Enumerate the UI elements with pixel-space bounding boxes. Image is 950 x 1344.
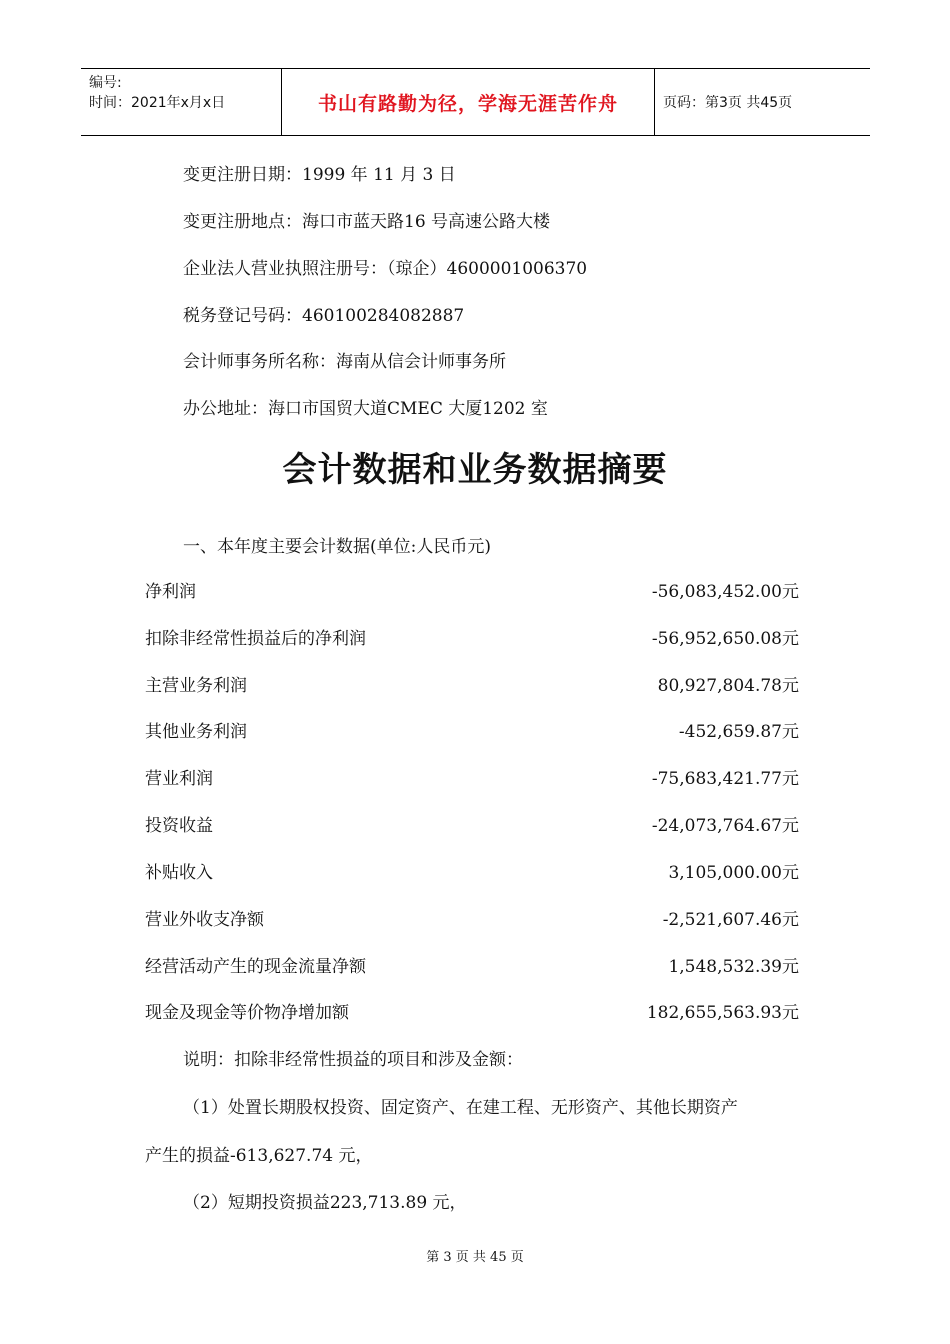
row-value: 1,548,532.39元 xyxy=(668,957,799,977)
business-license-number: 企业法人营业执照注册号：（琼企）4600001006370 xyxy=(183,259,588,279)
row-value: -2,521,607.46元 xyxy=(662,910,799,930)
row-label: 营业利润 xyxy=(145,769,213,789)
tax-registration-number: 税务登记号码：460100284082887 xyxy=(183,306,465,326)
financial-row xyxy=(145,717,799,741)
row-label: 其他业务利润 xyxy=(145,722,247,742)
accounting-firm-name: 会计师事务所名称：海南从信会计师事务所 xyxy=(183,352,506,372)
row-label: 补贴收入 xyxy=(145,863,213,883)
change-reg-date: 变更注册日期：1999 年 11 月 3 日 xyxy=(183,165,456,185)
section-title: 会计数据和业务数据摘要 xyxy=(282,450,668,490)
note-item-2: （2）短期投资损益223,713.89 元， xyxy=(183,1193,467,1213)
financial-row xyxy=(145,998,799,1022)
row-value: -56,083,452.00元 xyxy=(651,582,799,602)
financial-row xyxy=(145,905,799,929)
notes-heading: 说明：扣除非经常性损益的项目和涉及金额： xyxy=(183,1050,523,1070)
page-header xyxy=(81,68,870,136)
row-value: 3,105,000.00元 xyxy=(668,863,799,883)
header-motto: 书山有路勤为径，学海无涯苦作舟 xyxy=(317,92,618,115)
row-label: 投资收益 xyxy=(145,816,213,836)
financial-row xyxy=(145,858,799,882)
financial-row xyxy=(145,952,799,976)
row-value: -24,073,764.67元 xyxy=(651,816,799,836)
financial-row xyxy=(145,811,799,835)
row-value: 80,927,804.78元 xyxy=(657,676,799,696)
note-item-1: （1）处置长期股权投资、固定资产、在建工程、无形资产、其他长期资产 xyxy=(183,1098,738,1118)
office-address: 办公地址：海口市国贸大道CMEC 大厦1202 室 xyxy=(183,399,548,419)
financial-row xyxy=(145,577,799,601)
row-label: 主营业务利润 xyxy=(145,676,247,696)
note-item-1-continued: 产生的损益-613,627.74 元， xyxy=(145,1146,373,1166)
financial-row xyxy=(145,624,799,648)
row-label: 经营活动产生的现金流量净额 xyxy=(145,957,366,977)
row-value: 182,655,563.93元 xyxy=(646,1003,799,1023)
financial-row xyxy=(145,764,799,788)
row-label: 营业外收支净额 xyxy=(145,910,264,930)
row-label: 现金及现金等价物净增加额 xyxy=(145,1003,349,1023)
page-footer: 第 3 页 共 45 页 xyxy=(426,1250,524,1265)
subsection-heading: 一、本年度主要会计数据(单位:人民币元) xyxy=(183,537,491,557)
header-page-info: 页码：第3页 共45页 xyxy=(663,95,793,111)
time-label: 时间：2021年x月x日 xyxy=(89,95,226,111)
row-value: -75,683,421.77元 xyxy=(651,769,799,789)
financial-row xyxy=(145,671,799,695)
header-meta xyxy=(89,73,225,113)
change-reg-address: 变更注册地点：海口市蓝天路16 号高速公路大楼 xyxy=(183,212,551,232)
number-label: 编号: xyxy=(89,75,122,91)
row-label: 扣除非经常性损益后的净利润 xyxy=(145,629,366,649)
row-value: -56,952,650.08元 xyxy=(651,629,799,649)
row-value: -452,659.87元 xyxy=(678,722,799,742)
row-label: 净利润 xyxy=(145,582,196,602)
header-divider xyxy=(654,69,655,135)
